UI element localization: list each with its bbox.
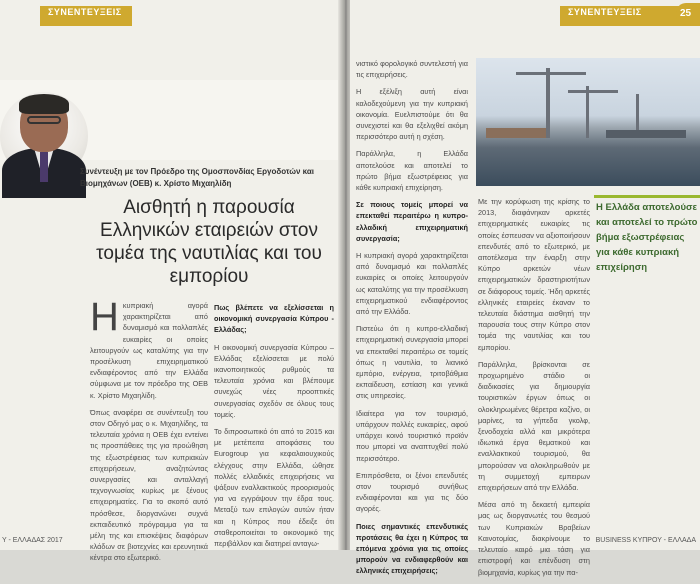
section-label: ΣΥΝΕΝΤΕΥΞΕΙΣ: [48, 7, 122, 17]
paragraph: Με την κορύφωση της κρίσης το 2013, διαφάνηκαν αρκετές επιχειρηματικές ευκαιρίες τις οποίες έσπευσαν να αξιοποιήσουν επενδυτές από το εξωτερικό, με αποτέλεσμα την έναρξη στην Κύπρο αρκετών νέων επιχειρηματικών δραστηριοτήτων σε διάφορους τομείς. Ήδη αρκετές ελληνικές εταιρείες έκαναν το τελευταία διάστημα αισθητή την παρουσία τους στην Κύπρο στον τομέα της ναυτιλίας και του εμπορίου.: [478, 197, 590, 352]
portrait-tie: [40, 152, 48, 182]
paragraph: Ιδιαίτερα για τον τουρισμό, υπάρχουν πολλές ευκαιρίες, αφού υπάρχει κοινό τουριστικό προϊόν που μπορεί να αναπτυχθεί πολύ περισσότερο.: [356, 408, 468, 463]
right-page: [350, 0, 700, 577]
paragraph: νιστικό φορολογικό συντελεστή για τις επιχειρήσεις.: [356, 59, 468, 80]
interview-intro: Συνέντευξη με τον Πρόεδρο της Ομοσπονδίας Εργοδοτών και Βιομηχάνων (ΟΕΒ) κ. Χρίστο Μιχαηλίδη: [80, 167, 314, 188]
section-label: ΣΥΝΕΝΤΕΥΞΕΙΣ: [568, 7, 642, 17]
paragraph: Η κυπριακή αγορά χαρακτηρίζεται από δυναμισμό και πολλαπλές ευκαιρίες οι οποίες λειτουργούν ως καταλύτης για την προσέλκυση επιχειρηματικού ενδιαφέροντος από την Ελλάδα.: [356, 251, 468, 317]
paragraph: Η εξέλιξη αυτή είναι καλοδεχούμενη για την κυπριακή οικονομία. Ευελπιστούμε ότι θα συνεχιστεί και θα εξελιχθεί ακόμη περισσότερο αυτή η σχέση.: [356, 87, 468, 142]
ship: [486, 128, 546, 138]
page-number: 25: [676, 3, 700, 25]
paragraph: Το διπροσωπικό ότι από το 2015 και με μετέπειτα αποφάσεις του Eurogroup για κεφαλαιουχικούς ελέγχους στην Ελλάδα, ώθησε πολλές ελλαδικές επιχειρήσεις να ψάξουν εναλλακτικούς προορισμούς για να εγγράψουν την έδρα τους. Μεταξύ των επιλογών αυτών ήταν και η Κύπρος που έδειξε ότι σταθεροποιείται το οικονομικό της περιβάλλον και διατηρεί ανταγω-: [214, 427, 334, 549]
paragraph: Η οικονομική συνεργασία Κύπρου – Ελλάδας εξελίσσεται με πολύ ικανοποιητικούς ρυθμούς τα τελευταία χρόνια και βλέπουμε συνεχώς νέες προοπτικές συνεργασίας σχεδόν σε όλους τους τομείς.: [214, 342, 334, 419]
portrait-photo: [0, 92, 88, 180]
paragraph: Μέσα από τη δεκαετή εμπειρία μας ως διοργανωτές του θεσμού των Κυπριακών Βραβείων Καινοτομίας, διακρίνουμε το τελευταίο καιρό μια τάση για επιστροφή και επένδυση στη βιομηχανία, κυρίως για την πα-: [478, 500, 590, 577]
left-column-1: [90, 295, 208, 570]
portrait-glasses: [27, 116, 61, 124]
crane-tower: [586, 86, 589, 138]
paragraph: Επιπρόσθετα, οι ξένοι επενδυτές στον τουρισμό συνήθως ενδιαφέρονται και για τις δύο αγορές.: [356, 470, 468, 514]
pull-quote: Η Ελλάδα αποτελούσε και αποτελεί το πρώτο βήμα εξωστρέφειας για κάθε κυπριακή επιχείρηση: [596, 202, 698, 273]
paragraph: Παράλληλα, βρίσκονται σε προχωρημένο στάδιο οι διαδικασίες για δημιουργία τουριστικών έργων όπως οι ολοκληρωμένες θέρετρα καζίνο, οι μαρίνες, τα γήπεδα γκολφ, ξενοδοχεία αλλά και μικρότερα ιδιωτικά έργα θεματικού και εναλλακτικού τουρισμού, θα μπορούσαν να αλοκληρωθούν με τη συμμετοχή εμπειρων επιχειρήσεων από την Ελλάδα.: [478, 359, 590, 493]
crane-arm: [516, 72, 586, 75]
question: Σε ποιους τομείς μπορεί να επεκταθεί περαιτέρω η κυπρο-ελλαδική επιχειρηματική συνεργασία;: [356, 200, 468, 243]
left-column-2: [214, 302, 334, 555]
ship: [606, 130, 686, 138]
page-footer: Υ - ΕΛΛΑΔΑΣ 2017: [2, 537, 63, 544]
paragraph: Ηκυπριακή αγορά χαρακτηρίζεται από δυναμισμό και πολλαπλές ευκαιρίες οι οποίες λειτουργούν ως καταλύτης για την προσέλκυση επιχειρηματικού ενδιαφέροντος από την Ελλάδα σύμφωνα με τον πρόεδρο της ΟΕΒ κ. Χρίστο Μιχαηλίδη.: [90, 295, 208, 400]
paragraph: Όπως αναφέρει σε συνέντευξη του στον Οδηγό μας ο κ. Μιχαηλίδης, τα τελευταία χρόνια η ΟΕΒ έχει εντείνει τις προσπάθειες της για προώθηση της εξωστρέφειας των κυπριακών επιχειρήσεων, αναζητώντας συνεργασίες και ανταλλαγή τεχνογνωσίας κυρίως με ξένους επιχειρηματίες. Για το σκοπό αυτό πρόσθεσε, διοργανώνει συχνά εκπαιδευτικό πρόγραμμα για τα μέλη της και επισκέψεις διαφόρων κλάδων σε βιοτεχνίες και ερευνητικά κέντρα στο εξωτερικό.: [90, 407, 208, 563]
portrait-hair: [19, 94, 69, 114]
crane-tower: [546, 68, 550, 138]
question: Πως βλέπετε να εξελίσσεται η οικονομική συνεργασία Κύπρου - Ελλάδας;: [214, 303, 334, 335]
page-footer: BUSINESS ΚΥΠΡΟΥ - ΕΛΛΑΔΑ: [595, 537, 696, 544]
pull-quote-bar: [594, 195, 700, 198]
paragraph: Πιστεύω ότι η κυπρο-ελλαδική επιχειρηματική συνεργασία μπορεί να επεκταθεί περαιτέρω σε τομείς όπως η ναυτιλία, το λιανικό εμπόριο, ενέργεια, τριτοβάθμια εκπαίδευση, εστίαση και γενικά στις υπηρεσίες.: [356, 324, 468, 401]
drop-cap: Η: [90, 295, 119, 339]
left-page: [0, 0, 343, 563]
article-title: Αισθητή η παρουσία Ελληνικών εταιρειών στον τομέα της ναυτιλίας και του εμπορίου: [96, 197, 322, 287]
port-photo: [476, 58, 700, 186]
paragraph: Παράλληλα, η Ελλάδα αποτελούσε και αποτελεί το πρώτο βήμα εξωστρέφειας για κάθε κυπριακή επιχείρηση.: [356, 149, 468, 193]
crane-arm: [568, 90, 618, 93]
right-column-2: [478, 196, 590, 584]
right-column-1: [356, 58, 468, 583]
question: Ποιες σημαντικές επενδυτικές προτάσεις θα έχει η Κύπρος τα επόμενα χρόνια για τις οποίες μπορούν να ενδιαφερθούν και ελληνικές επιχειρήσεις;: [356, 521, 468, 576]
